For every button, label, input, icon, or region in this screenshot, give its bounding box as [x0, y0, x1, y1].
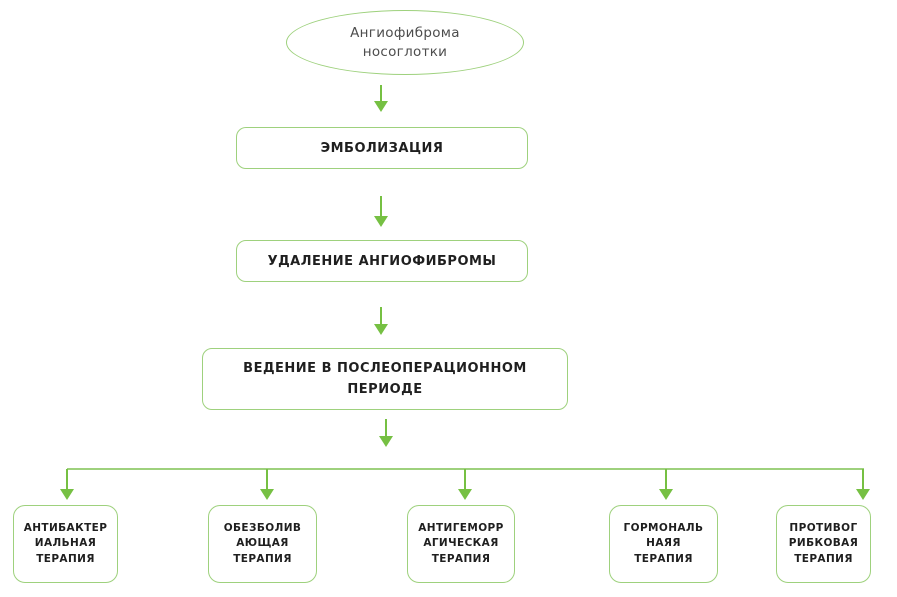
arrow-down-icon — [60, 489, 74, 500]
therapy-node-analgesic — [208, 505, 317, 583]
node-label-line: АЮЩАЯ — [236, 537, 289, 550]
arrow-down-icon — [659, 489, 673, 500]
therapy-node-hormonal — [609, 505, 718, 583]
branch-arrow-3 — [458, 469, 472, 500]
arrow-stem — [862, 469, 864, 489]
node-label-line: ПРОТИВОГ — [789, 521, 858, 534]
arrow-stem — [66, 469, 68, 489]
branch-arrow-1 — [60, 469, 74, 500]
arrow-down-icon — [374, 101, 388, 112]
node-label-line: ВЕДЕНИЕ В ПОСЛЕОПЕРАЦИОННОМ — [243, 361, 527, 376]
node-label-line: ПЕРИОДЕ — [347, 382, 423, 397]
node-label-line: носоглотки — [362, 43, 448, 60]
node-label-line: ТЕРАПИЯ — [36, 552, 95, 565]
flow-arrow-4 — [379, 419, 393, 447]
therapy-node-antibacterial — [13, 505, 118, 583]
node-label-line: РИБКОВАЯ — [788, 537, 859, 550]
therapy-node-antihemorrhagic — [407, 505, 515, 583]
node-label: ЭМБОЛИЗАЦИЯ — [320, 140, 444, 156]
therapy-node-antifungal — [776, 505, 871, 583]
flow-arrow-3 — [374, 307, 388, 335]
node-label-line: ТЕРАПИЯ — [233, 552, 292, 565]
node-label-line: ГОРМОНАЛЬ — [623, 521, 704, 534]
node-label-line: ТЕРАПИЯ — [431, 552, 491, 565]
node-label-line: ОБЕЗБОЛИВ — [223, 521, 302, 534]
node-label-line: Ангиофиброма — [350, 24, 460, 41]
node-label-line: ИАЛЬНАЯ — [34, 537, 97, 550]
branch-arrow-4 — [659, 469, 673, 500]
arrow-down-icon — [458, 489, 472, 500]
node-embolization — [236, 127, 528, 169]
arrow-stem — [266, 469, 268, 489]
arrow-down-icon — [374, 324, 388, 335]
node-label-line: ТЕРАПИЯ — [794, 552, 853, 565]
arrow-stem — [380, 307, 382, 324]
arrow-stem — [380, 196, 382, 216]
arrow-stem — [380, 85, 382, 101]
arrow-stem — [665, 469, 667, 489]
flow-arrow-2 — [374, 196, 388, 227]
node-label-line: АГИЧЕСКАЯ — [423, 537, 499, 550]
node-label-line: ТЕРАПИЯ — [634, 552, 693, 565]
flow-arrow-1 — [374, 85, 388, 112]
node-postoperative-management — [202, 348, 568, 410]
node-label-line: АНТИБАКТЕР — [23, 521, 108, 534]
arrow-stem — [464, 469, 466, 489]
arrow-down-icon — [260, 489, 274, 500]
node-label: УДАЛЕНИЕ АНГИОФИБРОМЫ — [267, 253, 497, 269]
arrow-down-icon — [374, 216, 388, 227]
node-label-line: НАЯЯ — [646, 537, 681, 550]
node-angiofibroma-root — [286, 10, 524, 75]
arrow-stem — [385, 419, 387, 436]
branch-arrow-2 — [260, 469, 274, 500]
node-label-line: АНТИГЕМОРР — [418, 521, 504, 534]
node-angiofibroma-removal — [236, 240, 528, 282]
arrow-down-icon — [856, 489, 870, 500]
arrow-down-icon — [379, 436, 393, 447]
branch-arrow-5 — [856, 469, 870, 500]
